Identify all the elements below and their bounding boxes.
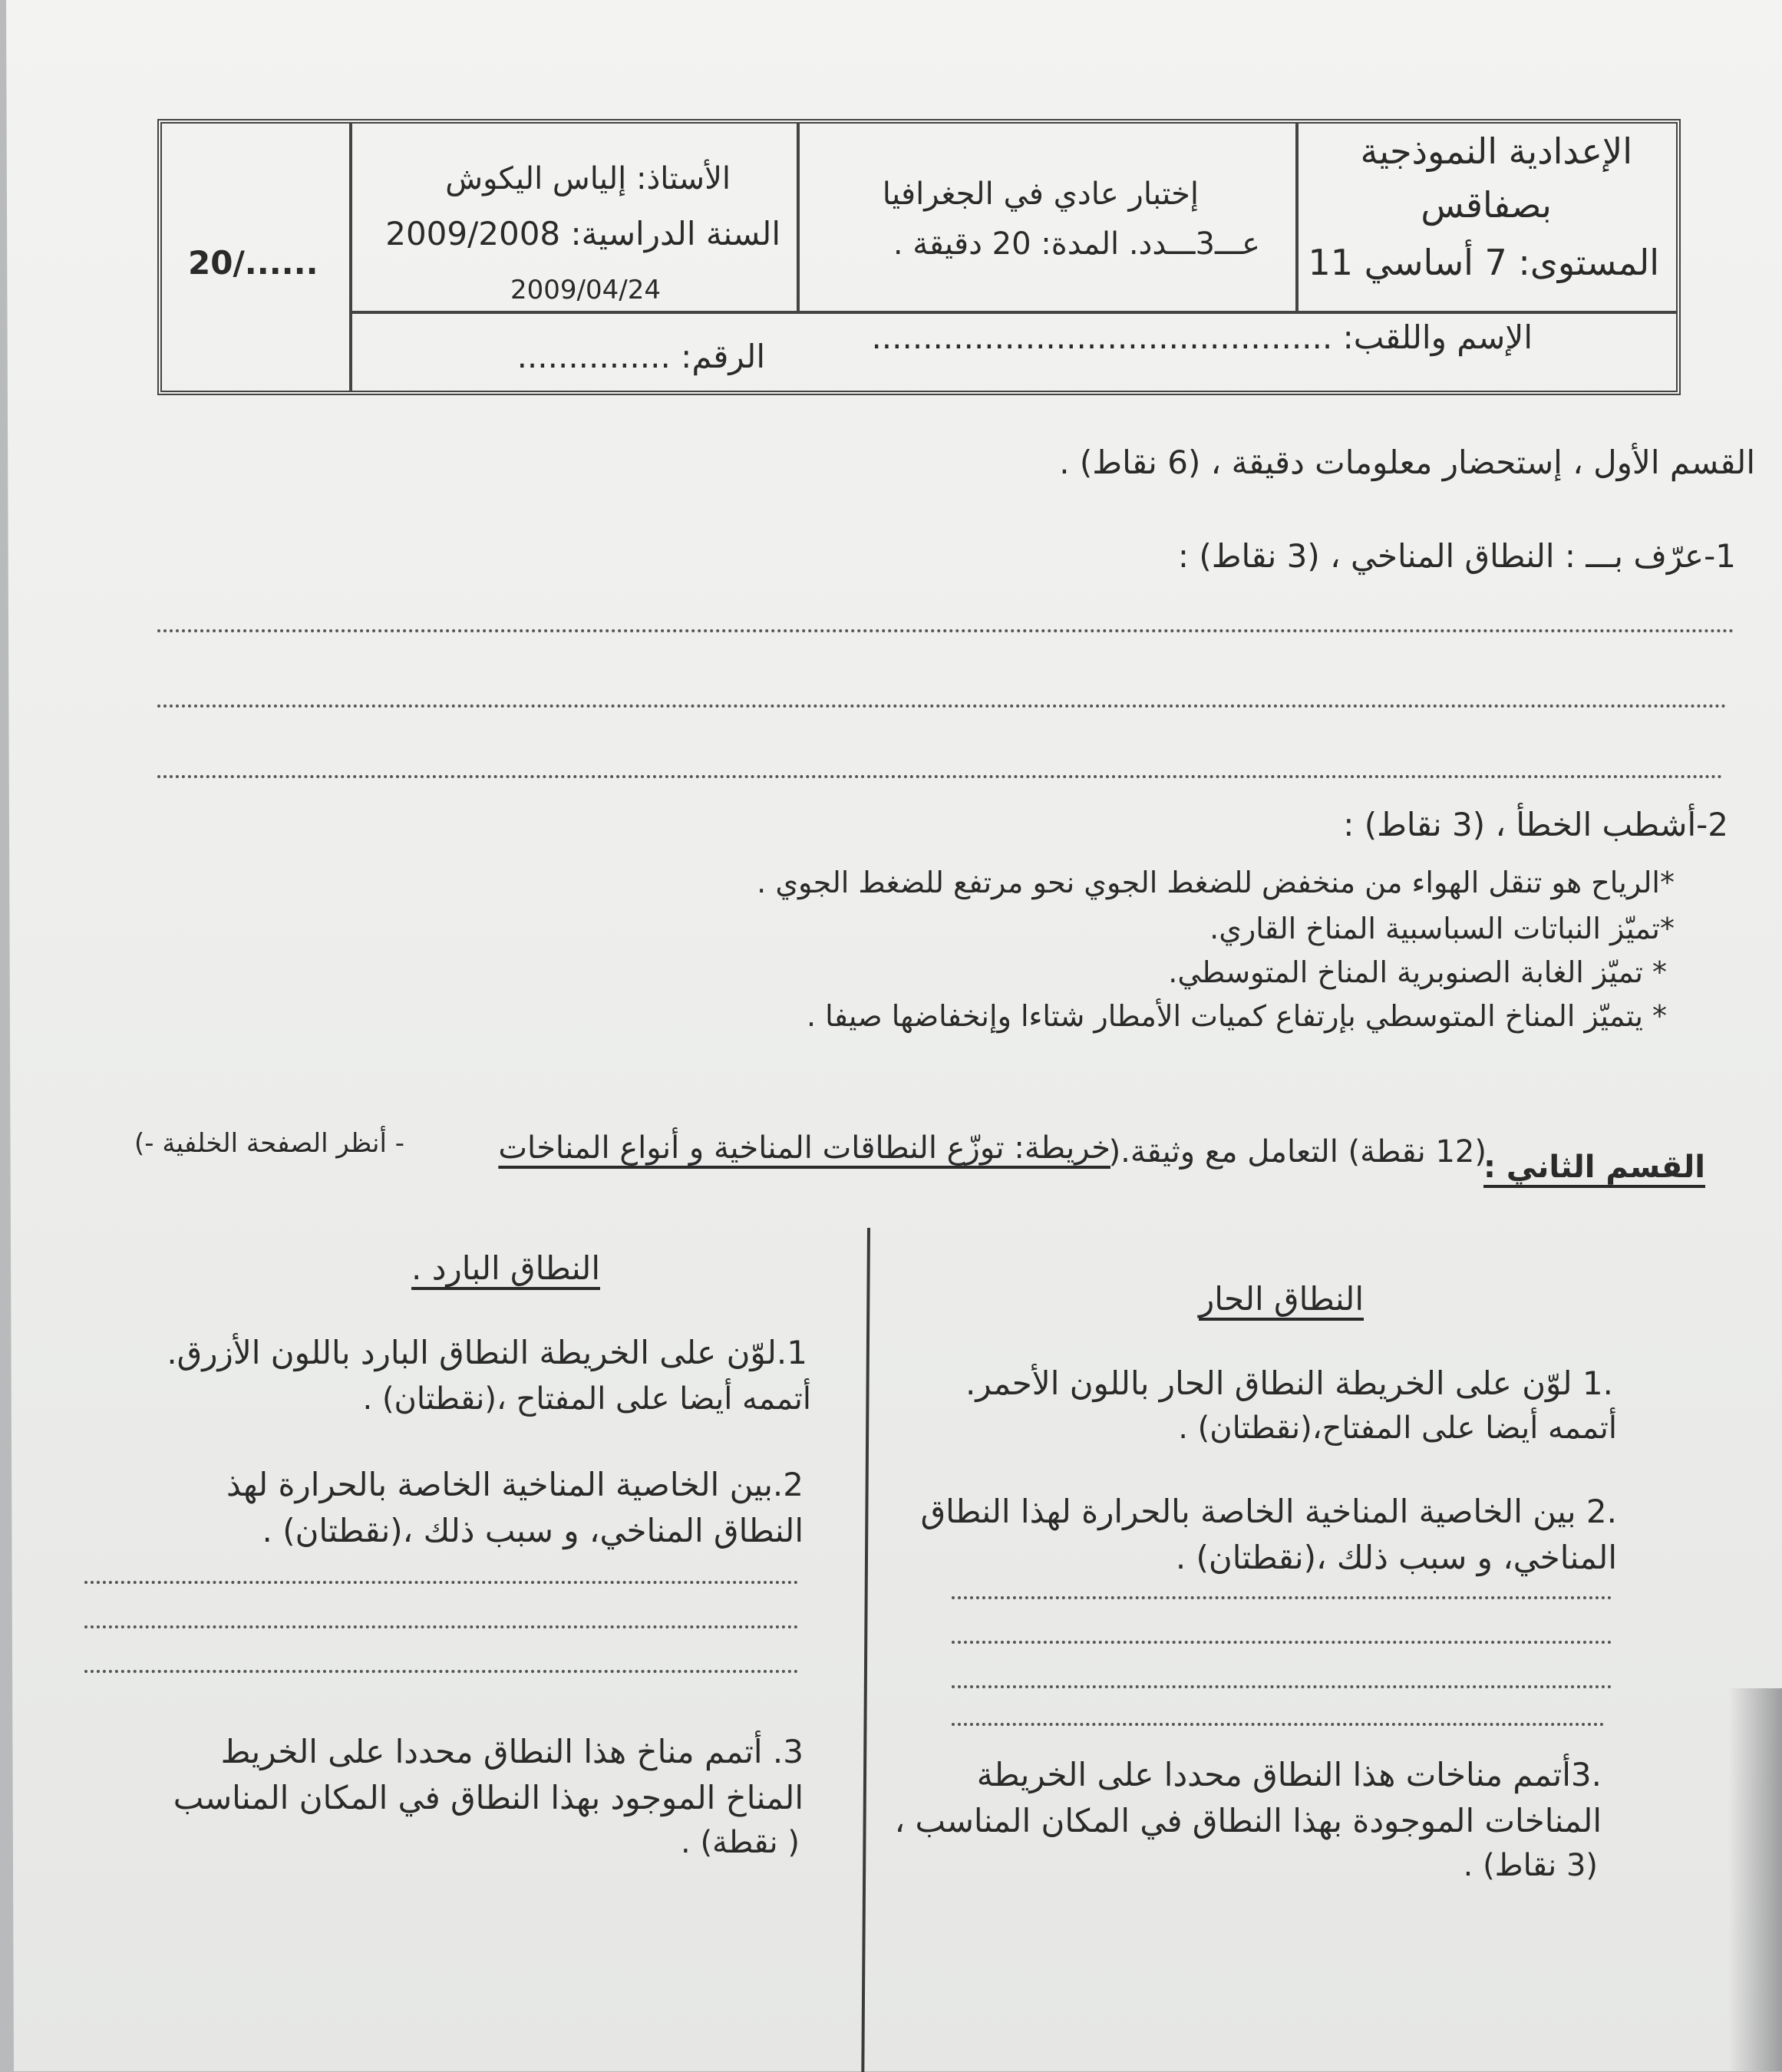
cold-q3c: ( نقطة) . <box>681 1825 800 1860</box>
cold-q1: 1.لوّن على الخريطة النطاق البارد باللون الأزرق. <box>167 1334 807 1371</box>
school-year: السنة الدراسية: 2009/2008 <box>385 215 780 252</box>
teacher-name: الأستاذ: إلياس اليكوش <box>445 161 731 196</box>
answer-line[interactable] <box>157 629 1734 632</box>
statement-4[interactable]: * يتميّز المناخ المتوسطي بإرتفاع كميات الأمطار شتاءا وإنخفاضها صيفا . <box>806 999 1667 1033</box>
hot-q3c: (3 نقاط) . <box>1463 1848 1598 1883</box>
hot-zone-heading: النطاق الحار <box>1199 1280 1364 1318</box>
exam-title: إختبار عادي في الجغرافيا <box>882 177 1199 212</box>
header-row-divider <box>349 311 1677 314</box>
hot-q1: .1 لوّن على الخريطة النطاق الحار باللون الأحمر. <box>965 1364 1613 1402</box>
cold-q3b: المناخ الموجود بهذا النطاق في المكان المناسب <box>173 1779 804 1816</box>
cold-zone-heading: النطاق البارد . <box>411 1249 600 1287</box>
cold-answer-line[interactable] <box>84 1581 798 1584</box>
answer-line[interactable] <box>157 775 1723 778</box>
section2-points: (12 نقطة) التعامل مع وثيقة.( <box>1108 1134 1487 1170</box>
statement-1[interactable]: *الرياح هو تنقل الهواء من منخفض للضغط الجوي نحو مرتفع للضغط الجوي . <box>757 866 1675 899</box>
hot-answer-line[interactable] <box>952 1685 1612 1688</box>
cold-answer-line[interactable] <box>84 1625 798 1628</box>
score-field[interactable]: 20/...... <box>188 244 318 282</box>
answer-line[interactable] <box>157 704 1727 708</box>
cold-q3: 3. أتمم مناخ هذا النطاق محددا على الخريط <box>220 1733 804 1770</box>
exam-date: 2009/04/24 <box>510 275 661 305</box>
question-2: 2-أشطب الخطأ ، (3 نقاط) : <box>1343 806 1728 843</box>
exam-info: عـــ3ـــدد. المدة: 20 دقيقة . <box>893 226 1260 262</box>
name-field[interactable]: الإسم واللقب: ............................................. <box>871 318 1533 356</box>
hot-answer-line[interactable] <box>952 1723 1604 1726</box>
level-label: المستوى: 7 أساسي 11 <box>1308 242 1659 283</box>
hot-q1-key: أتممه أيضا على المفتاح،(نقطتان) . <box>1178 1410 1617 1446</box>
hot-answer-line[interactable] <box>952 1641 1612 1644</box>
school-name: الإعدادية النموذجية <box>1360 130 1632 172</box>
cold-answer-line[interactable] <box>84 1670 798 1673</box>
cold-q2b: النطاق المناخي، و سبب ذلك ،(نقطتان) . <box>262 1512 804 1549</box>
school-city: بصفاقس <box>1421 184 1552 226</box>
header-divider <box>1295 123 1299 311</box>
back-page-note: - أنظر الصفحة الخلفية -) <box>134 1128 404 1159</box>
map-title: خريطة: توزّع النطاقات المناخية و أنواع المناخات <box>498 1130 1110 1166</box>
cold-q1-key: أتممه أيضا على المفتاح ،(نقطتان) . <box>362 1381 811 1417</box>
number-field[interactable]: الرقم: ............... <box>516 338 765 375</box>
cold-q2: 2.بين الخاصية المناخية الخاصة بالحرارة لهذ <box>226 1466 804 1503</box>
hot-q3: .3أتمم مناخات هذا النطاق محددا على الخريطة <box>976 1756 1602 1793</box>
statement-2[interactable]: *تميّز النباتات السباسبية المناخ القاري. <box>1209 912 1675 945</box>
header-divider <box>797 123 800 311</box>
section1-title: القسم الأول ، إستحضار معلومات دقيقة ، (6 نقاط) . <box>1059 444 1755 481</box>
hot-answer-line[interactable] <box>952 1596 1612 1599</box>
question-1: 1-عرّف بـــ : النطاق المناخي ، (3 نقاط) : <box>1177 537 1736 575</box>
hot-q2b: المناخي، و سبب ذلك ،(نقطتان) . <box>1175 1539 1617 1576</box>
statement-3[interactable]: * تميّز الغابة الصنوبرية المناخ المتوسطي. <box>1168 955 1667 989</box>
hot-q3b: المناخات الموجودة بهذا النطاق في المكان المناسب ، <box>894 1802 1602 1839</box>
hot-q2: .2 بين الخاصية المناخية الخاصة بالحرارة لهذا النطاق <box>920 1493 1617 1530</box>
page-shadow <box>1728 1688 1782 2071</box>
section2-label: القسم الثاني : <box>1483 1150 1705 1185</box>
header-divider <box>349 123 352 391</box>
